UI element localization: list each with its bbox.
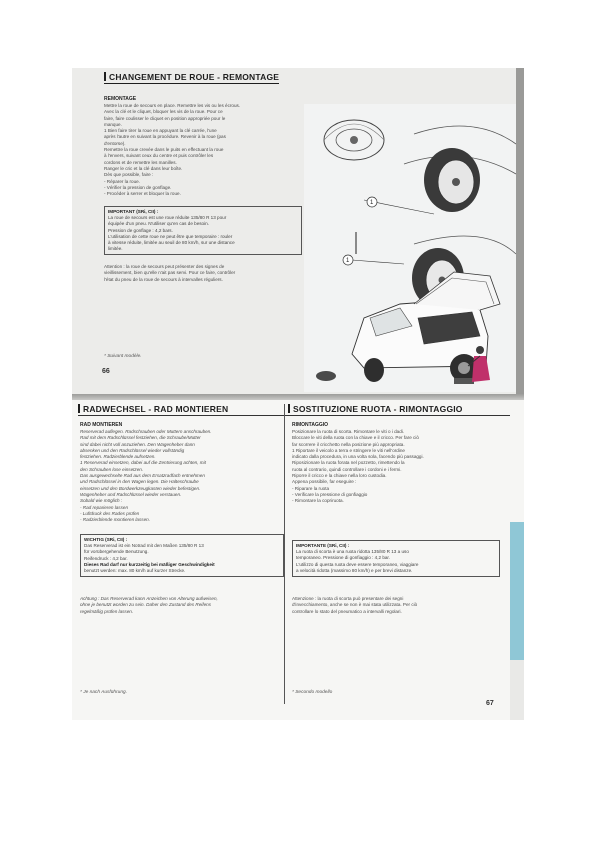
text-line: 1 Bien faire tirer la roue en appuyant la clé carrée, l'une [104,128,217,134]
text-line: Posizionare la ruota di scorta. Rimontare le viti o i dadi. [292,429,405,434]
text-line: - Radzierblende montieren lassen. [80,517,150,523]
important-box [104,206,302,255]
callout-1: 1 [370,200,374,206]
german-important-box [80,534,284,577]
text-line: Das ausgewechselte Rad aus dem Ersatzradfach entnehmen [80,473,205,479]
text-line: far scorrere il cricchetto nella posizione più appropriata. [292,441,405,447]
text-line: ohne je benutzt worden zu sein. Daher den Zustand des Reifens [80,602,212,608]
text-line: Riposizionare la ruota forata nel pozzetto, rimettendo la [292,460,405,466]
wheel-change-illustration [304,104,516,392]
page-number: 66 [102,368,110,375]
column-divider [284,404,285,704]
text-line: manque. [104,121,122,127]
text-line: d'entorse). [104,140,126,146]
text-line: Appena possibile, far eseguire : [292,479,357,485]
text-line: a velocità ridotta (massimo 80 km/h) e per brevi distanze. [296,567,413,573]
text-line: Reserverad auflegen. Radschrauben oder Muttern anschrauben. [80,429,212,434]
text-line: Attention : la roue de secours peut présenter des signes de [104,264,225,269]
text-line: und Radschlüssel in den Wagen legen. Die Halteschraube [80,479,199,485]
italian-title: SOSTITUZIONE RUOTA - RIMONTAGGIO [288,404,463,415]
text-line: den Schrauben lose einsetzen. [80,466,144,472]
text-line: - Luftdruck des Rades prüfen [80,510,140,516]
attention-note [104,264,300,283]
german-section-heading: RAD MONTIEREN [80,422,123,428]
text-line: - Verificare la pressione di gonfiaggio [292,491,368,497]
text-line: Dès que possible, faire : [104,172,154,178]
text-line: La ruota di scorta è una ruota ridotta 135/80 R 13 a uso [296,549,409,555]
page-edge-shadow [516,68,524,396]
german-title: RADWECHSEL - RAD MONTIEREN [78,404,228,415]
german-instructions [80,429,280,523]
italian-section-heading: RIMONTAGGIO [292,422,329,428]
page-edge-strip [510,660,524,720]
text-line: - Réparer la roue. [104,178,141,184]
page-number: 67 [486,700,494,707]
text-line: Remettre la roue crevée dans le puits en effectuant la roue [104,147,224,153]
text-line: Mettre la roue de secours en place. Remettre les vis ou les écrous. [104,103,241,108]
text-line: L'utilisation de cette roue ne peut être que temporaire : rouler [108,233,233,239]
text-line: Achtung : Das Reserverad kann Anzeichen von Alterung aufweisen, [80,596,218,601]
instruction-text [104,103,300,197]
important-label: WICHTIG (SRi, CII) : [84,537,128,542]
text-line: 1 Reserverad einsetzen, dabei auf die Zentrierung achten, mit [80,460,206,466]
text-line: Avec la clé et le cliquet, bloquer les vis de la roue. Pour ce [104,109,223,115]
text-line: Riporre il cricco e la chiave nella loro custodia. [292,473,387,479]
italian-important-box [292,540,500,577]
text-line: regelmäßig prüfen lassen. [80,608,134,614]
text-line: für vorübergehende Benutzung. [84,549,149,555]
text-line: Reifendruck : 4,2 bar. [84,555,128,561]
important-label: IMPORTANTE (SRi, CII) : [296,543,350,548]
german-attention-note [80,596,280,615]
text-line: - Riparare la ruota [292,485,330,491]
text-line: La roue de secours est une roue réduite 135/80 R 13 pour [108,215,227,221]
text-line: L'utilizzo di questa ruota deve essere temporaneo, viaggiare [296,561,419,567]
text-line: Wagenheber und Radschlüssel wieder verstauen. [80,491,182,497]
text-line: Das Reserverad ist ein Notrad mit den Maßen 135/80 R 13 [84,543,204,549]
text-line: d'invecchiamento, anche se non è mai stata utilizzata. Per ciò [292,602,418,608]
page-67-spread [72,400,524,720]
text-line: indicato dalla procedura, in una volta sola, facendo più passaggi. [292,454,424,460]
text-line: vieillissement, bien qu'elle n'ait pas servi. Pour ce faire, contrôler [104,270,236,276]
italian-attention-note [292,596,492,615]
text-line: Rad mit dem Radschlüssel festziehen, die Schraube/Mutter [80,435,201,441]
text-line: - Vérifier la pression de gonflage. [104,184,172,190]
italian-instructions [292,429,502,505]
text-line: - Rad reparieren lassen [80,504,129,510]
text-line: 1 Riportare il veicolo a terra e stringere le viti nell'ordine [292,447,405,453]
text-line: Attenzione : la ruota di scorta può presentare dei segni [292,596,404,601]
text-line: - Procéder à serrer et bloquer la roue. [104,191,181,197]
page-66 [72,68,524,396]
scanned-manual-spread [72,68,524,720]
text-line: ruota al contrario, quindi controllare i cordoni e i fermi. [292,466,402,472]
text-line: einsetzen und den Bordwerkzeugkasten wieder befestigen. [80,485,201,491]
german-footnote: * Je nach Ausführung. [80,690,128,695]
text-line: cordons et de remettre les manilles. [104,159,177,165]
text-line: Ranger le cric et la clé dans leur boîte. [104,165,183,171]
car-and-wheel-drawing [304,104,516,392]
italian-footnote: * Secondo modello [292,690,333,695]
page-66-title: CHANGEMENT DE ROUE - REMONTAGE [104,72,279,84]
callout-1: 1 [346,258,350,264]
text-line: controllare lo stato del pneumatico a intervalli regolari. [292,608,402,614]
text-line: sind dabei nicht voll anzuziehen. Den Wagenheber dann [80,441,195,447]
text-line: à vitesse réduite, limitée au seuil de 80 km/h, sur une distance [108,240,235,246]
text-line: Pression de gonflage : 4,2 bars. [108,227,173,233]
text-line: Dieses Rad darf nur kurzzeitig bei mäßiger Geschwindigkeit [84,561,215,567]
text-line: temporaneo. Pressione di gonfiaggio : 4,2 bar. [296,555,390,561]
text-line: équipée d'un pneu. N'utiliser qu'en cas de besoin. [108,221,209,227]
text-line: - Rimontare la copriruota. [292,498,344,504]
text-line: absenken und den Radschlüssel wieder vollständig [80,447,185,453]
text-line: l'état du pneu de la roue de secours à intervalles réguliers. [104,276,223,282]
text-line: à l'envers, suivant ceux du centre et puis contrôler les [104,153,214,159]
important-label: IMPORTANT (SRi, CII) : [108,209,159,214]
text-line: faire, faire coulisser le cliquet en position appropriée pour le [104,115,226,121]
text-line: après l'autre en suivant la procédure. Revenir à la roue (pas [104,134,226,140]
thumb-index-tab [510,522,524,660]
text-line: Sobald wie möglich : [80,498,123,504]
text-line: limitée. [108,246,123,252]
footnote: * Suivant modèle. [104,354,142,359]
title-rule [78,415,510,416]
text-line: benutzt werden: max. 80 km/h auf kurzer Strecke. [84,568,186,574]
text-line: festziehen. Radzierblende aufsetzen. [80,454,156,460]
text-line: Bloccare le viti della ruota con la chiave e il cricco. Per fare ciò [292,435,419,441]
section-heading: REMONTAGE [104,96,137,102]
